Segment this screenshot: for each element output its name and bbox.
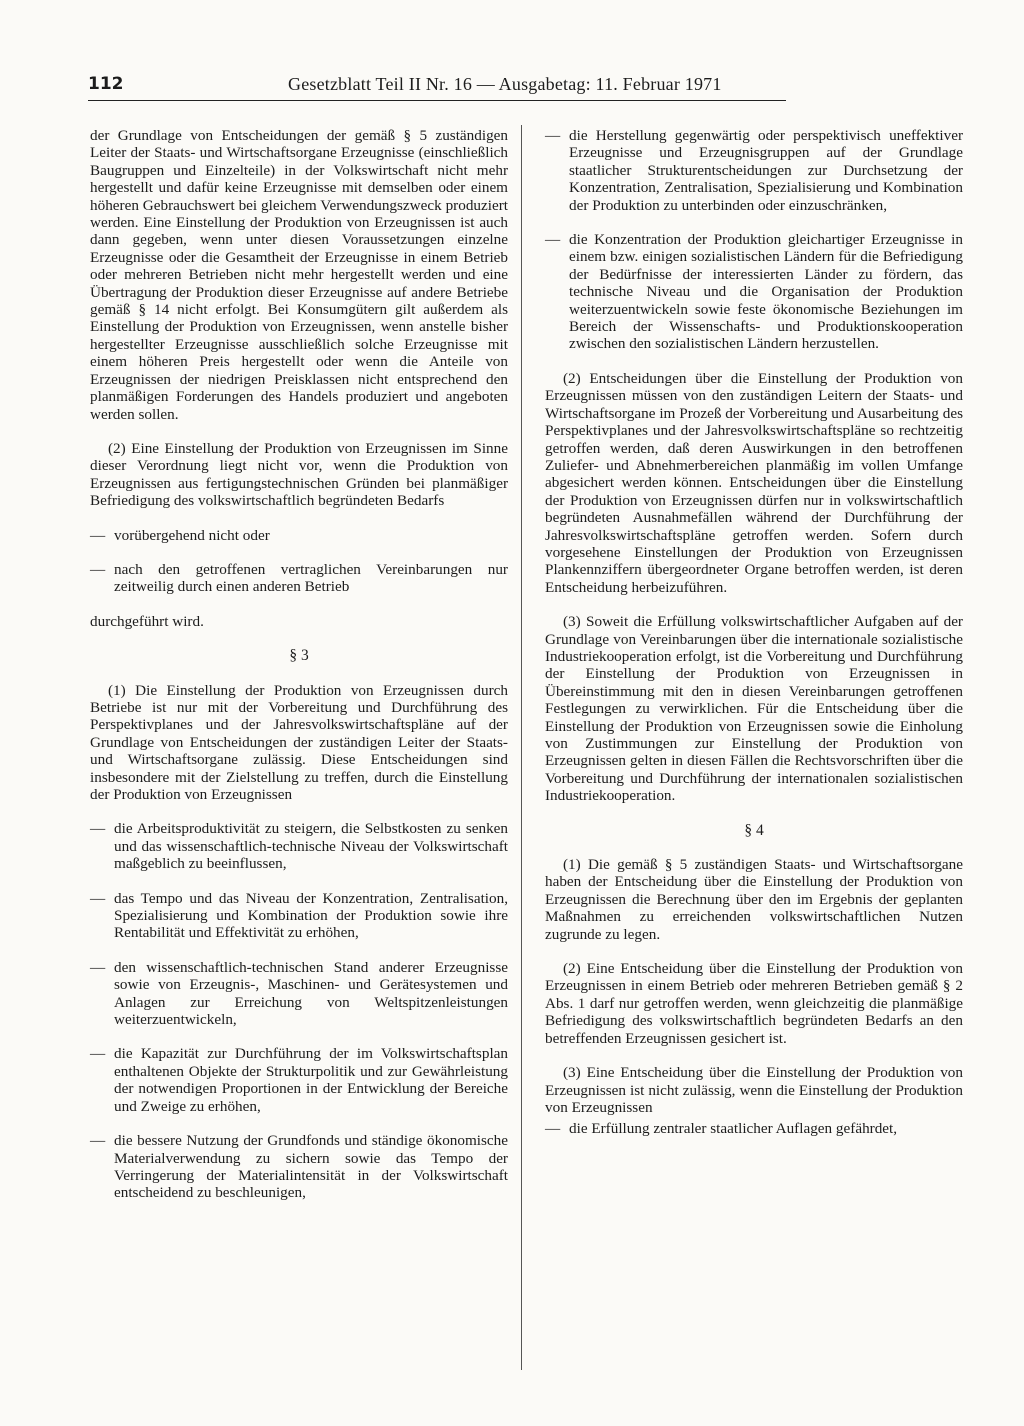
paragraph-continuation: der Grundlage von Entscheidungen der gemäß § 5 zuständigen Leiter der Staats- und Wirtschaftsorgane Erzeugnisse (einschließlich Baugruppen und Einzelteile) in der Volkswirtschaft nicht mehr hergestellt und dafür keine Erzeugnisse mit demselben oder einem höheren Gebrauchswert bei gleichem Verwendungszweck produziert werden. Eine Einstellung der Produktion von Erzeugnissen ist auch dann gegeben, wenn unter diesen Voraussetzungen einzelne Erzeugnisse oder die Gesamtheit der Erzeugnisse in einem Betrieb oder mehreren Betrieben nicht mehr hergestellt werden und eine Übertragung der Produktion dieser Erzeugnisse auf andere Betriebe gemäß § 14 nicht erfolgt. Bei Konsumgütern gilt außerdem als Einstellung der Produktion von Erzeugnissen, wenn anstelle bisher hergestellter Erzeugnisse ausschließlich solche Erzeugnisse mit einem höheren Preis hergestellt oder wenn die Anteile von Erzeugnissen der niedrigen Preisklassen nicht entsprechend den planmäßigen Forderungen des Handels produziert und angeboten werden sollen. — [90, 127, 508, 423]
paragraph-3-1: (1) Die Einstellung der Produktion von Erzeugnissen durch Betriebe ist nur mit der Vorbereitung und Durchführung des Perspektivplanes und der Jahresvolkswirtschaftspläne auf der Grundlage von Entscheidungen der zuständigen Leiter der Staats- und Wirtschaftsorgane zulässig. Diese Entscheidungen sind insbesondere mit der Zielstellung zu treffen, durch die Einstellung der Produktion von Erzeugnissen — [90, 681, 508, 803]
paragraph-4-1: (1) Die gemäß § 5 zuständigen Staats- und Wirtschaftsorgane haben der Entscheidung über die Einstellung der Produktion von Erzeugnissen die Berechnung über den im Ergebnis der geplanten Maßnahmen zu erreichenden volkswirtschaftlichen Nutzen zugrunde zu legen. — [545, 856, 963, 943]
list-item-text: das Tempo und das Niveau der Konzentration, Zentralisation, Spezialisierung und Kombination der Produktion sowie ihre Rentabilität und Effektivität zu erhöhen, — [114, 889, 508, 942]
dash-marker: — — [90, 958, 106, 976]
list-item — [545, 231, 963, 353]
list-item-text: die Konzentration der Produktion gleichartiger Erzeugnisse in einem bzw. einigen sozialistischen Ländern für die Befriedigung der Bedürfnisse der interessierten Länder zu fördern, das technische Niveau und die Organisation der Produktion weiterzuentwickeln sowie feste ökonomische Beziehungen im Bereich der Wissenschafts- und Produktionskooperation zwischen den sozialistischen Ländern herzustellen. — [569, 231, 963, 353]
list-item-text: den wissenschaftlich-technischen Stand anderer Erzeugnisse sowie von Erzeugnis-, Maschinen- und Gerätesystemen und Anlagen zur Erreichung von Weltspitzenleistungen weiterzuentwickeln, — [114, 958, 508, 1029]
dash-marker: — — [90, 1132, 106, 1150]
list-item-text: die Kapazität zur Durchführung der im Volkswirtschaftsplan enthaltenen Objekte der Strukturpolitik und zur Gewährleistung der notwendigen Proportionen in der Entwicklung der Bereiche und Zweige zu erhöhen, — [114, 1045, 508, 1115]
dash-marker: — — [545, 127, 561, 144]
dash-marker: — — [90, 889, 106, 907]
paragraph-4-3: (3) Eine Entscheidung über die Einstellung der Produktion von Erzeugnissen ist nicht zulässig, wenn die Einstellung der Produktion von Erzeugnissen — [545, 1064, 963, 1116]
list-item-text: die Herstellung gegenwärtig oder perspektivisch uneffektiver Erzeugnisse und Erzeugnisgruppen auf der Grundlage staatlicher Strukturentscheidungen zur Durchsetzung der Konzentration, Zentralisation, Spezialisierung und Kombination der Produktion zu unterbinden oder einzuschränken, — [569, 127, 963, 214]
paragraph-2-2: (2) Eine Einstellung der Produktion von Erzeugnissen im Sinne dieser Verordnung liegt nicht vor, wenn die Produktion von Erzeugnissen aus fertigungstechnischen Gründen bei planmäßiger Befriedigung des volkswirtschaftlich begründeten Bedarfs — [90, 439, 508, 510]
paragraph-3-3: (3) Soweit die Erfüllung volkswirtschaftlicher Aufgaben auf der Grundlage von Vereinbarungen über die internationale sozialistische Industriekooperation erfolgt, ist die Vorbereitung und Durchführung der Einstellung der Produktion von Erzeugnissen in Übereinstimmung mit den in diesen Vereinbarungen getroffenen Festlegungen zu verwirklichen. Für die Entscheidung über die Einstellung der Produktion von Erzeugnissen sowie die Einholung von Zustimmungen zur Einstellung der Produktion von Erzeugnissen gelten in diesen Fällen die Rechtsvorschriften über die Vorbereitung und Durchführung der internationalen sozialistischen Industriekooperation. — [545, 613, 963, 805]
list-item — [90, 820, 508, 872]
list-item — [90, 890, 508, 942]
paragraph-3-2: (2) Entscheidungen über die Einstellung der Produktion von Erzeugnissen müssen von den zuständigen Leitern der Staats- und Wirtschaftsorgane im Prozeß der Vorbereitung und Ausarbeitung des Perspektivplanes und der Jahresvolkswirtschaftspläne so rechtzeitig getroffen werden, daß deren Auswirkungen in den betroffenen Zuliefer- und Abnehmerbereichen planmäßig im vollen Umfange abgesichert werden können. Entscheidungen über die Einstellung der Produktion von Erzeugnissen dürfen nur in volkswirtschaftlich begründeten Ausnahmefällen während der Durchführung der Jahresvolkswirtschaftspläne getroffen werden. Sofern durch vorgesehene Einstellungen der Produktion von Erzeugnissen Plankennziffern übergeordneter Organe betroffen werden, ist deren Entscheidung herbeizuführen. — [545, 369, 963, 596]
right-column — [545, 127, 963, 1155]
list-item — [90, 527, 508, 544]
list-item — [90, 959, 508, 1029]
list-item — [90, 1132, 508, 1202]
section-heading-4: § 4 — [744, 821, 764, 839]
list-item-text: die Arbeitsproduktivität zu steigern, die Selbstkosten zu senken und das wissenschaftlich-technische Niveau der Volkswirtschaft maßgeblich zu beeinflussen, — [114, 820, 508, 873]
list-item — [545, 1120, 963, 1137]
paragraph-4-2: (2) Eine Entscheidung über die Einstellung der Produktion von Erzeugnissen in einem Betrieb oder mehreren Betrieben gemäß § 2 Abs. 1 darf nur getroffen werden, wenn gleichzeitig die planmäßige Befriedigung des volkswirtschaftlich begründeten Bedarfs an den betreffenden Erzeugnissen gesichert ist. — [545, 960, 963, 1047]
list-item-text: vorübergehend nicht oder — [114, 526, 270, 544]
dash-marker: — — [90, 820, 106, 838]
dash-marker: — — [545, 231, 561, 249]
page-number: 112 — [88, 74, 124, 94]
header-title: Gesetzblatt Teil II Nr. 16 — Ausgabetag: 11. Februar 1971 — [288, 74, 722, 94]
list-item-text: die bessere Nutzung der Grundfonds und ständige ökonomische Materialverwendung zu sichern sowie das Tempo der Verringerung der Materialintensität in der Volkswirtschaft entscheidend zu beschleunigen, — [114, 1132, 508, 1202]
dash-marker: — — [90, 1045, 106, 1063]
column-divider — [521, 125, 522, 1370]
paragraph-2-2-end: durchgeführt wird. — [90, 612, 204, 630]
left-column — [90, 127, 508, 1219]
dash-marker: — — [90, 560, 106, 578]
section-heading-3: § 3 — [289, 647, 309, 665]
dash-marker: — — [545, 1120, 561, 1138]
list-item-text: die Erfüllung zentraler staatlicher Auflagen gefährdet, — [569, 1120, 898, 1138]
list-item-text: nach den getroffenen vertraglichen Vereinbarungen nur zeitweilig durch einen anderen Betrieb — [114, 560, 508, 596]
list-item — [90, 561, 508, 596]
list-item — [545, 127, 963, 214]
header-rule — [88, 100, 786, 101]
page-header — [88, 70, 788, 102]
list-item — [90, 1045, 508, 1115]
dash-marker: — — [90, 526, 106, 544]
